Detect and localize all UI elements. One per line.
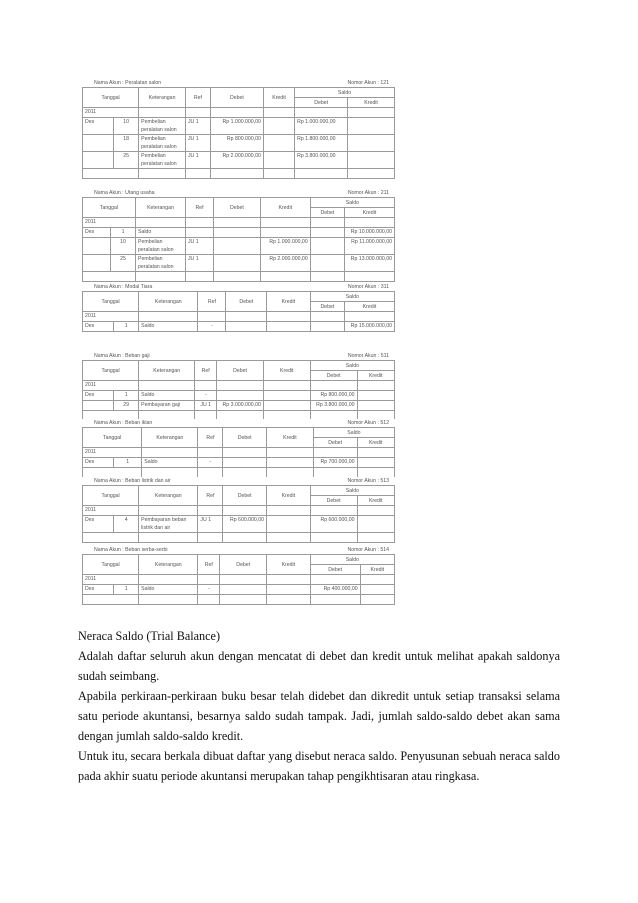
body-text [78,626,560,786]
header-saldo-debet: Debet [310,496,357,506]
header-kredit: Kredit [267,555,311,575]
year-cell: 2011 [83,312,139,322]
header-ref: Ref [198,292,226,312]
table-row: 29 Pembayaran gaji JU 1 Rp 3.000.000,00 Rp 3.800.000,00 [83,401,395,411]
header-keterangan: Keterangan [139,486,198,506]
header-saldo: Saldo [310,198,394,208]
header-saldo-kredit: Kredit [360,565,394,575]
header-keterangan: Keterangan [142,428,198,448]
header-debet: Debet [214,198,261,218]
header-saldo: Saldo [310,361,394,371]
account-name: Nama Akun : Peralatan salon [94,80,162,86]
header-saldo-kredit: Kredit [357,438,394,448]
table-row: 18 Pembelian peralatan salon JU 1 Rp 800.000,00 Rp 1.800.000,00 [83,135,395,152]
header-tanggal: Tanggal [83,88,139,108]
header-tanggal: Tanggal [83,486,139,506]
year-cell: 2011 [83,448,142,458]
header-ref: Ref [198,428,223,448]
header-debet: Debet [210,88,263,108]
ledger-table [82,427,395,478]
header-saldo-debet: Debet [313,438,357,448]
ledger-table [82,291,395,332]
year-cell: 2011 [83,381,139,391]
header-saldo-debet: Debet [310,208,344,218]
header-ref: Ref [198,555,220,575]
header-saldo-debet: Debet [295,98,348,108]
header-saldo-kredit: Kredit [357,371,394,381]
header-saldo-debet: Debet [310,371,357,381]
ledger-modal-tiara [82,283,395,332]
table-row: Des 1 Saldo Rp 10.000.000,00 [83,228,395,238]
header-kredit: Kredit [267,486,311,506]
year-cell: 2011 [83,575,139,585]
account-number: Nomor Akun : 121 [347,80,389,86]
account-name: Nama Akun : Beban iklan [94,420,153,426]
header-debet: Debet [223,428,267,448]
header-debet: Debet [217,361,264,381]
header-keterangan: Keterangan [139,361,195,381]
year-cell: 2011 [83,108,139,118]
header-kredit: Kredit [267,292,311,312]
header-tanggal: Tanggal [83,292,139,312]
account-number: Nomor Akun : 513 [347,478,389,484]
table-row: Des 1 Saldo - Rp 800.000,00 [83,391,395,401]
table-row: 25 Pembelian peralatan salon JU 1 Rp 2.000.000,00 Rp 3.800.000,00 [83,152,395,169]
table-row: Des 1 Saldo - Rp 400.000,00 [83,585,395,595]
account-name: Nama Akun : Modal Tiara [94,284,153,290]
header-debet: Debet [220,555,267,575]
ledger-beban-iklan [82,419,395,478]
header-saldo: Saldo [310,292,394,302]
ledger-table [82,554,395,605]
account-name: Nama Akun : Utang usaha [94,190,155,196]
account-number: Nomor Akun : 511 [347,353,389,359]
header-keterangan: Keterangan [136,198,186,218]
ledger-beban-listrik-dan-air [82,477,395,543]
ledger-table [82,87,395,179]
header-keterangan: Keterangan [139,88,186,108]
header-tanggal: Tanggal [83,555,139,575]
table-row: Des 10 Pembelian peralatan salon JU 1 Rp 1.000.000,00 Rp 1.000.000,00 [83,118,395,135]
account-number: Nomor Akun : 514 [347,547,389,553]
account-name: Nama Akun : Beban listrik dan air [94,478,171,484]
account-number: Nomor Akun : 211 [347,190,389,196]
table-row: Des 1 Saldo - Rp 700.000,00 [83,458,395,468]
header-ref: Ref [185,198,213,218]
header-saldo: Saldo [310,555,394,565]
table-row: Des 4 Pembayaran beban listrik dan air JU 1 Rp 600.000,00 Rp 600.000,00 [83,516,395,533]
header-debet: Debet [223,486,267,506]
ledger-beban-gaji [82,352,395,421]
header-kredit: Kredit [267,428,314,448]
header-kredit: Kredit [260,198,310,218]
account-name: Nama Akun : Beban serba-serbi [94,547,168,553]
ledger-peralatan-salon [82,79,395,179]
header-saldo-kredit: Kredit [345,208,395,218]
header-tanggal: Tanggal [83,198,136,218]
header-tanggal: Tanggal [83,361,139,381]
table-row: Des 1 Saldo - Rp 15.000.000,00 [83,322,395,332]
header-saldo-kredit: Kredit [357,496,395,506]
header-ref: Ref [185,88,210,108]
ledger-table [82,197,395,282]
table-row: 10 Pembelian peralatan salon JU 1 Rp 1.000.000,00 Rp 11.000.000,00 [83,238,395,255]
header-saldo-kredit: Kredit [348,98,395,108]
account-number: Nomor Akun : 311 [347,284,389,290]
account-name: Nama Akun : Beban gaji [94,353,150,359]
header-keterangan: Keterangan [139,555,198,575]
paragraph: Untuk itu, secara berkala dibuat daftar yang disebut neraca saldo. Penyusunan sebuah neraca saldo pada akhir suatu periode akuntansi merupakan tahap pengikhtisaran atau ringkasa. [78,749,560,783]
ledger-table [82,485,395,543]
ledger-utang-usaha [82,189,395,282]
header-tanggal: Tanggal [83,428,142,448]
table-row: 25 Pembelian peralatan salon JU 1 Rp 2.000.000,00 Rp 13.000.000,00 [83,255,395,272]
header-saldo-kredit: Kredit [345,302,395,312]
header-ref: Ref [195,361,217,381]
header-debet: Debet [226,292,267,312]
ledger-beban-serba-serbi [82,546,395,605]
paragraph: Apabila perkiraan-perkiraan buku besar telah didebet dan dikredit untuk setiap transaksi selama satu periode akuntansi, besarnya saldo sudah tampak. Jadi, jumlah saldo-saldo debet akan sama dengan jumlah saldo-saldo kredit. [78,689,560,743]
ledger-table [82,360,395,421]
header-kredit: Kredit [263,88,294,108]
header-saldo-debet: Debet [310,302,344,312]
header-saldo: Saldo [310,486,394,496]
header-saldo-debet: Debet [310,565,360,575]
section-title: Neraca Saldo (Trial Balance) [78,629,221,643]
year-cell: 2011 [83,218,136,228]
header-saldo: Saldo [313,428,394,438]
year-cell: 2011 [83,506,139,516]
header-kredit: Kredit [263,361,310,381]
account-number: Nomor Akun : 512 [347,420,389,426]
header-keterangan: Keterangan [139,292,198,312]
header-ref: Ref [198,486,223,506]
paragraph: Adalah daftar seluruh akun dengan mencatat di debet dan kredit untuk melihat apakah saldonya sudah seimbang. [78,649,560,683]
header-saldo: Saldo [295,88,395,98]
